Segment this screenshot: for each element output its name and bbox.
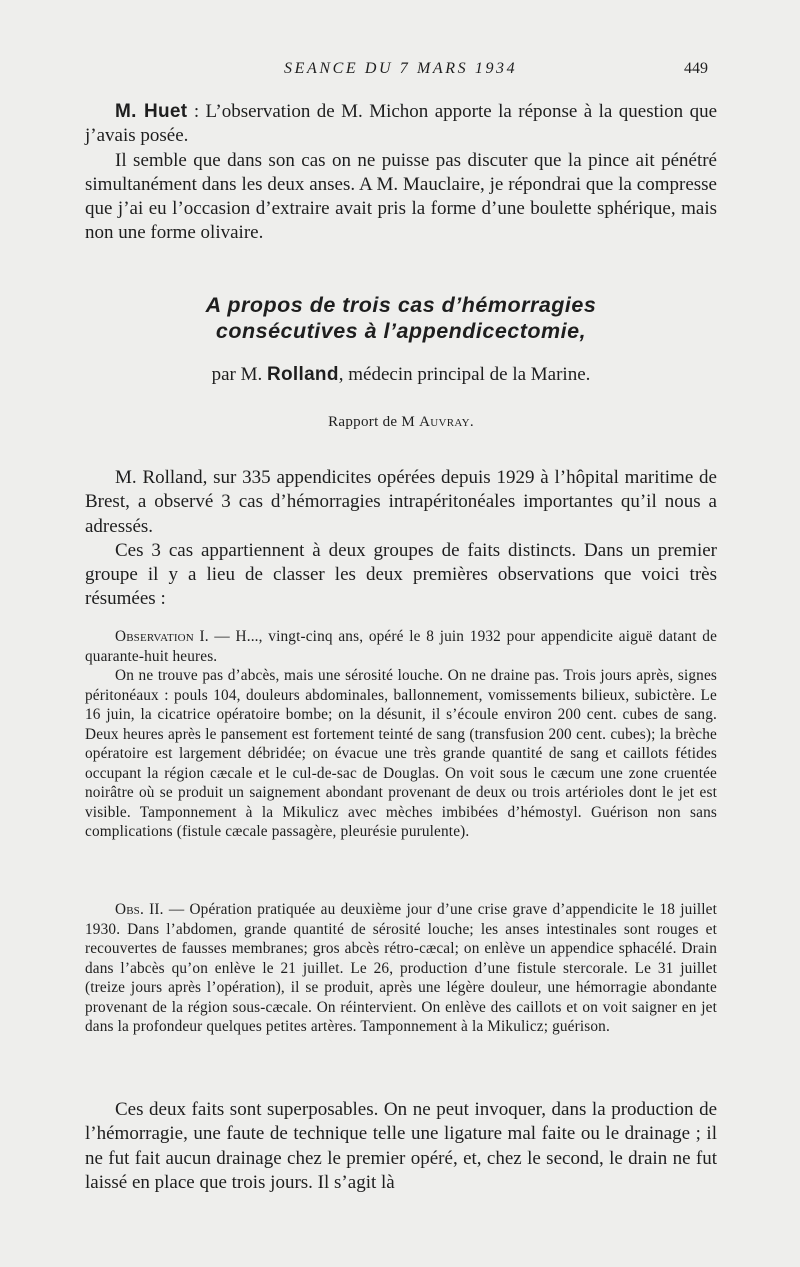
byline-prefix: par M. <box>211 364 267 385</box>
report-prefix: Rapport de M <box>328 414 420 430</box>
running-title: SEANCE DU 7 MARS 1934 <box>284 60 518 77</box>
discussion-paragraph-1-text: : L’observation de M. Michon apporte la réponse à la question que j’avais posée. <box>85 101 717 147</box>
observation-2-text: — Opération pratiquée au deuxième jour d’une crise grave d’appendicite le 18 juillet 1930. Dans l’abdomen, grande quantité de sérosité louche; les anses intestinales sont rouges et recouvertes de fausses membranes; gros abcès rétro-cæcal; on enlève un appendice sphacélé. Drain dans l’abcès qu’on enlève le 21 juillet. Le 26, production d’une fistule stercorale. Le 31 juillet (treize jours après l’opération), il se produit, après une légère douleur, une hémorragie abondante provenant de la région sous-cæcale. On réintervient. On enlève des caillots et on voit saigner en jet dans la profondeur quelques petites artères. Tamponnement à la Mikulicz; guérison. <box>85 901 717 1035</box>
page-header <box>0 58 800 86</box>
observation-2 <box>85 900 717 1037</box>
observation-1-label: Observation I. <box>115 628 209 645</box>
article-title-line-1: A propos de trois cas d’hémorragies <box>205 293 597 317</box>
observation-2-label: Obs. II. <box>115 901 164 918</box>
observation-1-paragraph-1 <box>85 627 717 666</box>
article-title <box>85 292 717 344</box>
observation-1-paragraph-2: On ne trouve pas d’abcès, mais une sérosité louche. On ne draine pas. Trois jours après, signes péritonéaux : pouls 104, douleurs abdominales, ballonnement, vomissements bilieux, subictère. Le 16 juin, la cicatrice opératoire bombe; on la désunit, il s’écoule environ 200 cent. cubes de sang. Deux heures après le pansement est fortement teinté de sang (transfusion 200 cent. cubes); la brèche opératoire est largement débridée; on évacue une très grande quantité de sang et caillots fétides occupant la région cæcale et le cul-de-sac de Douglas. On voit sous le cæcum une zone cruentée noirâtre où se produit un saignement abondant provenant de deux ou trois artérioles dont le jet est visible. Tamponnement à la Mikulicz avec mèches imbibées d’hémostyl. Guérison non sans complications (fistule cæcale passagère, pleurésie purulente). <box>85 667 717 840</box>
body-paragraph-2: Ces 3 cas appartiennent à deux groupes de faits distincts. Dans un premier groupe il y a lieu de classer les deux premières observations que voici très résumées : <box>85 539 717 610</box>
conclusion-section <box>85 1098 717 1195</box>
report-line <box>85 414 717 431</box>
body-section <box>85 466 717 612</box>
discussion-paragraph-1 <box>85 100 717 149</box>
byline-suffix: , médecin principal de la Marine. <box>338 364 591 385</box>
speaker-name: M. Huet <box>115 101 188 122</box>
observation-2-paragraph <box>85 900 717 1037</box>
discussion-paragraph-2: Il semble que dans son cas on ne puisse pas discuter que la pince ait pénétré simultanément dans les deux anses. A M. Mauclaire, je répondrai que la compresse que j’ai eu l’occasion d’extraire avait pris la forme d’une boulette sphérique, mais non une forme olivaire. <box>85 149 717 244</box>
page-number: 449 <box>684 60 708 77</box>
article-title-line-2: consécutives à l’appendicectomie, <box>215 319 587 343</box>
discussion-section <box>85 100 717 246</box>
observation-1-intro: — H..., vingt-cinq ans, opéré le 8 juin 1932 pour appendicite aiguë datant de quarante-huit heures. <box>85 628 718 665</box>
observation-1 <box>85 627 717 842</box>
author-name: Rolland <box>266 364 339 385</box>
conclusion-paragraph: Ces deux faits sont superposables. On ne peut invoquer, dans la production de l’hémorragie, une faute de technique telle une ligature mal faite ou le drainage ; il ne fut fait aucun drainage chez le premier opéré, et, chez le second, le drain ne fut laissé en place que trois jours. Il s’agit là <box>85 1099 717 1193</box>
article-byline <box>85 364 717 386</box>
reporter-name: Auvray. <box>419 414 474 430</box>
body-paragraph-1: M. Rolland, sur 335 appendicites opérées depuis 1929 à l’hôpital maritime de Brest, a observé 3 cas d’hémorragies intrapéritonéales importantes qu’il nous a adressés. <box>85 467 717 537</box>
